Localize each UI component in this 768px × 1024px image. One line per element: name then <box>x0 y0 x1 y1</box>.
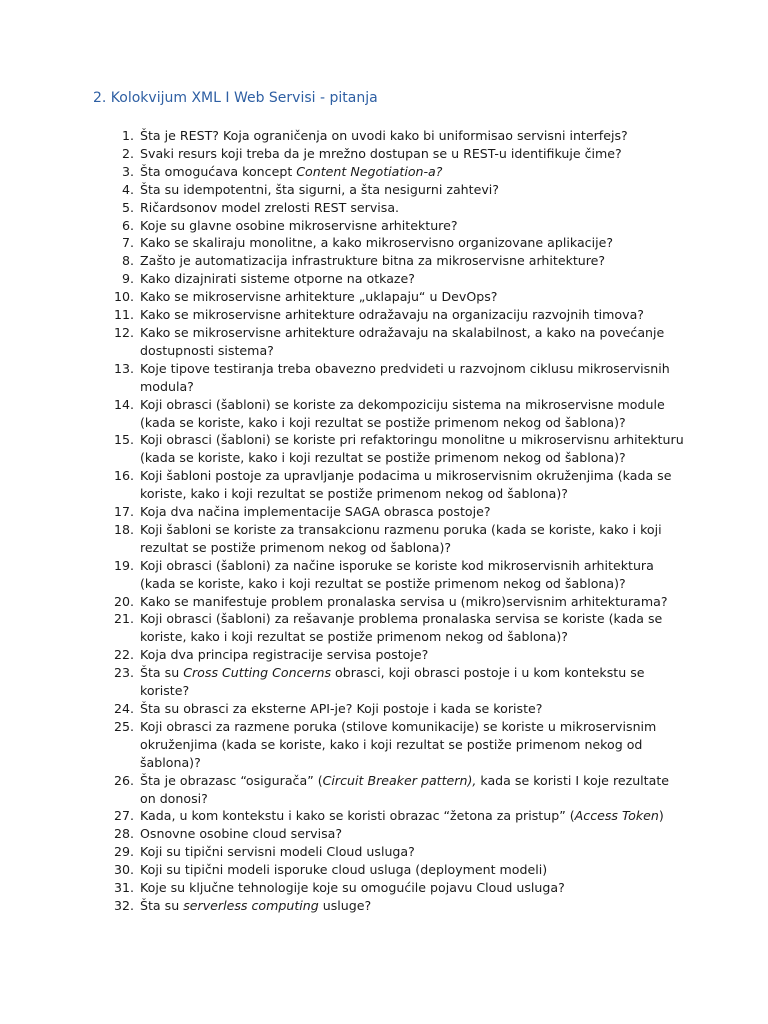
question-text-segment: Kako se mikroservisne arhitekture odražavaju na skalabilnost, a kako na povećanje dostupnosti sistema? <box>140 324 665 358</box>
question-text <box>140 593 688 611</box>
question-item <box>98 360 688 396</box>
question-number: 14. <box>113 396 134 412</box>
question-number: 17. <box>113 504 134 520</box>
question-text-italic: Cross Cutting Concerns <box>183 665 332 681</box>
question-number: 27. <box>113 808 134 824</box>
question-text-segment: kada se koristi I koje rezultate on donosi? <box>140 772 670 806</box>
question-text <box>140 825 688 843</box>
question-item <box>98 145 688 163</box>
question-item <box>98 324 688 360</box>
question-text-segment: Koji su tipični servisni modeli Cloud usluga? <box>140 844 415 860</box>
question-text-segment: Koje su glavne osobine mikroservisne arhitekture? <box>140 217 458 233</box>
question-number: 13. <box>113 360 134 376</box>
question-number: 6. <box>121 217 134 233</box>
question-text-segment: ) <box>658 808 664 824</box>
question-text-segment: Koji obrasci (šabloni) se koriste za dekompoziciju sistema na mikroservisne module (kada se koriste, kako i koji rezultat se postiže primenom nekog od šablona)? <box>140 396 665 430</box>
question-text-segment: Šta je obrazasc “osigurača” ( <box>140 772 323 788</box>
question-item <box>98 252 688 270</box>
question-number: 12. <box>113 324 134 340</box>
question-item <box>98 234 688 252</box>
question-item <box>98 467 688 503</box>
question-text <box>140 145 688 163</box>
question-text <box>140 127 688 145</box>
question-number: 3. <box>121 163 134 179</box>
question-text-segment: Koji obrasci (šabloni) za načine isporuke se koriste kod mikroservisnih arhitektura (kada se koriste, kako i koji rezultat se postiže primenom nekog od šablona)? <box>140 557 654 591</box>
question-text <box>140 288 688 306</box>
question-text <box>140 324 688 360</box>
question-number: 5. <box>121 199 134 215</box>
question-text-segment: Šta su idempotentni, šta sigurni, a šta nesigurni zahtevi? <box>140 181 499 197</box>
question-number: 26. <box>113 772 134 788</box>
question-text-segment: Koji obrasci (šabloni) za rešavanje problema pronalaska servisa se koriste (kada se koriste, kako i koji rezultat se postiže primenom nekog od šablona)? <box>140 611 663 645</box>
question-text <box>140 467 688 503</box>
question-item <box>98 664 688 700</box>
question-number: 9. <box>121 271 134 287</box>
question-item <box>98 521 688 557</box>
question-text-segment: Koji šabloni se koriste za transakcionu razmenu poruka (kada se koriste, kako i koji rezultat se postiže primenom nekog od šablona)? <box>140 521 662 555</box>
question-text <box>140 664 688 700</box>
question-number: 1. <box>121 128 134 143</box>
question-text <box>140 199 688 217</box>
question-text-segment: Šta su <box>140 665 184 681</box>
question-item <box>98 503 688 521</box>
question-item <box>98 825 688 843</box>
question-item <box>98 270 688 288</box>
question-text <box>140 879 688 897</box>
question-text-segment: Šta su <box>140 897 184 913</box>
question-item <box>98 610 688 646</box>
question-text-segment: Kako se mikroservisne arhitekture odražavaju na organizaciju razvojnih timova? <box>140 307 644 323</box>
question-number: 28. <box>113 826 134 842</box>
question-list <box>98 127 688 915</box>
question-text <box>140 431 688 467</box>
question-text <box>140 557 688 593</box>
question-text-segment: Zašto je automatizacija infrastrukture bitna za mikroservisne arhitekture? <box>140 253 606 269</box>
question-number: 16. <box>113 468 134 484</box>
document-heading: 2. Kolokvijum XML I Web Servisi - pitanja <box>93 90 378 106</box>
question-text-segment: usluge? <box>318 897 372 913</box>
question-text-segment: Koja dva načina implementacije SAGA obrasca postoje? <box>140 504 491 520</box>
question-number: 11. <box>113 307 134 323</box>
question-number: 22. <box>113 647 134 663</box>
question-number: 32. <box>113 897 134 913</box>
question-text-segment: Šta omogućava koncept <box>140 163 297 179</box>
question-item <box>98 593 688 611</box>
question-text-segment: Koja dva principa registracije servisa postoje? <box>140 647 429 663</box>
question-text-segment: Šta su obrasci za eksterne API-je? Koji postoje i kada se koriste? <box>140 701 543 716</box>
question-text <box>140 306 688 324</box>
question-text <box>140 718 688 772</box>
question-item <box>98 807 688 825</box>
question-number: 30. <box>113 862 134 878</box>
question-number: 2. <box>121 145 134 161</box>
question-item <box>98 181 688 199</box>
question-number: 8. <box>121 253 134 269</box>
question-text <box>140 772 688 808</box>
question-item <box>98 288 688 306</box>
question-item <box>98 843 688 861</box>
question-text-segment: Koji su tipični modeli isporuke cloud usluga (deployment modeli) <box>140 862 548 878</box>
question-text-segment: Koji obrasci (šabloni) se koriste pri refaktoringu monolitne u mikroservisnu arhitekturu (kada se koriste, kako i koji rezultat se postiže primenom nekog od šablona)? <box>140 432 684 466</box>
question-item <box>98 646 688 664</box>
question-number: 31. <box>113 880 134 896</box>
question-item <box>98 897 688 915</box>
question-number: 4. <box>121 181 134 197</box>
question-text <box>140 521 688 557</box>
question-text-italic: Content Negotiation-a? <box>296 163 443 179</box>
question-number: 25. <box>113 718 134 734</box>
question-item <box>98 396 688 432</box>
question-text-segment: Kako se skaliraju monolitne, a kako mikroservisno organizovane aplikacije? <box>140 235 614 251</box>
question-number: 10. <box>113 289 134 305</box>
question-item <box>98 127 688 145</box>
question-item <box>98 431 688 467</box>
question-text <box>140 700 688 718</box>
question-text <box>140 646 688 664</box>
question-text <box>140 234 688 252</box>
question-number: 18. <box>113 521 134 537</box>
question-number: 29. <box>113 844 134 860</box>
question-text-segment: obrasci, koji obrasci postoje i u kom kontekstu se koriste? <box>140 665 645 699</box>
question-item <box>98 879 688 897</box>
question-number: 15. <box>113 432 134 448</box>
question-number: 21. <box>113 611 134 627</box>
question-text <box>140 610 688 646</box>
question-text-italic: serverless computing <box>183 897 319 913</box>
question-text <box>140 861 688 879</box>
question-item <box>98 700 688 718</box>
question-text-segment: Ričardsonov model zrelosti REST servisa. <box>140 199 400 215</box>
question-text-segment: Koje su ključne tehnologije koje su omogućile pojavu Cloud usluga? <box>140 880 565 896</box>
question-text <box>140 897 688 915</box>
question-text <box>140 843 688 861</box>
question-item <box>98 306 688 324</box>
question-text <box>140 396 688 432</box>
question-item <box>98 861 688 879</box>
question-text <box>140 270 688 288</box>
question-text-italic: Circuit Breaker pattern), <box>322 772 477 788</box>
question-item <box>98 217 688 235</box>
question-text-segment: Koji šabloni postoje za upravljanje podacima u mikroservisnim okruženjima (kada se koriste, kako i koji rezultat se postiže primenom nekog od šablona)? <box>140 468 672 502</box>
question-text-segment: Kako se mikroservisne arhitekture „uklapaju“ u DevOps? <box>140 289 498 305</box>
question-text-segment: Koje tipove testiranja treba obavezno predvideti u razvojnom ciklusu mikroservisnih modula? <box>140 360 670 394</box>
question-text-segment: Kako dizajnirati sisteme otporne na otkaze? <box>140 271 415 287</box>
question-text-segment: Šta je REST? Koja ograničenja on uvodi kako bi uniformisao servisni interfejs? <box>140 128 628 143</box>
question-item <box>98 557 688 593</box>
question-item <box>98 163 688 181</box>
question-text <box>140 360 688 396</box>
question-text-italic: Access Token <box>574 808 659 824</box>
question-number: 23. <box>113 665 134 681</box>
question-text <box>140 252 688 270</box>
question-item <box>98 199 688 217</box>
question-text-segment: Kako se manifestuje problem pronalaska servisa u (mikro)servisnim arhitekturama? <box>140 593 668 609</box>
question-number: 20. <box>113 593 134 609</box>
question-number: 24. <box>113 701 134 716</box>
question-number: 7. <box>121 235 134 251</box>
question-text <box>140 181 688 199</box>
question-number: 19. <box>113 557 134 573</box>
question-text-segment: Koji obrasci za razmene poruka (stilove komunikacije) se koriste u mikroservisnim okruženjima (kada se koriste, kako i koji rezultat se postiže primenom nekog od šablona)? <box>140 718 657 770</box>
question-text-segment: Svaki resurs koji treba da je mrežno dostupan se u REST-u identifikuje čime? <box>140 145 622 161</box>
question-item <box>98 772 688 808</box>
question-text <box>140 217 688 235</box>
question-text <box>140 807 688 825</box>
question-text-segment: Kada, u kom kontekstu i kako se koristi obrazac “žetona za pristup” ( <box>140 808 575 824</box>
question-text <box>140 163 688 181</box>
question-text-segment: Osnovne osobine cloud servisa? <box>140 826 343 842</box>
question-item <box>98 718 688 772</box>
question-text <box>140 503 688 521</box>
